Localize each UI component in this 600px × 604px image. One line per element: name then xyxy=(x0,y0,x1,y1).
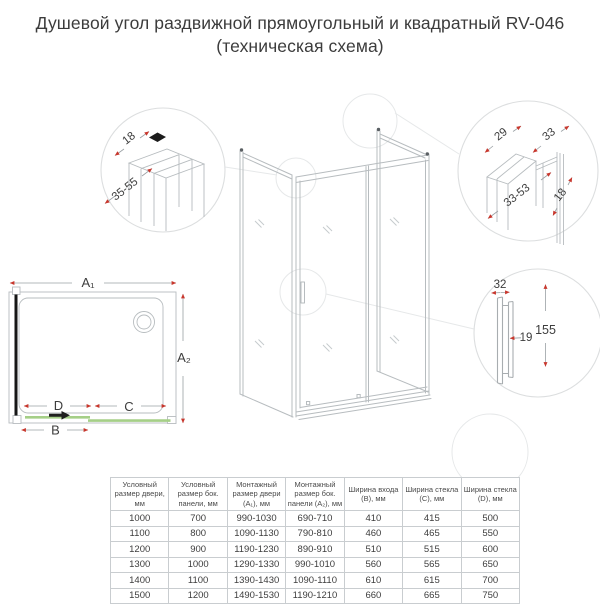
detail-right-dim-a: 29 xyxy=(492,125,510,144)
table-row xyxy=(111,557,520,573)
table-row xyxy=(111,588,520,604)
detail-handle-dim-gap: 19 xyxy=(519,332,533,344)
table-cell: 1200 xyxy=(111,542,169,558)
table-cell: 510 xyxy=(344,542,402,558)
detail-wall-profile-right xyxy=(485,126,572,245)
door-handle-3d xyxy=(301,282,305,303)
post-caps xyxy=(240,128,429,156)
callout-line-handle xyxy=(326,294,474,329)
table-cell: 1200 xyxy=(169,588,227,604)
table-cell: 610 xyxy=(344,573,402,589)
table-cell: 460 xyxy=(344,526,402,542)
door-divider xyxy=(366,166,369,402)
table-cell: 550 xyxy=(461,526,519,542)
bottom-sill xyxy=(296,387,431,420)
plan-dim-c-label: C xyxy=(124,399,134,414)
callout-circle-handle xyxy=(280,269,326,315)
table-cell: 790-810 xyxy=(286,526,344,542)
table-cell: 600 xyxy=(461,542,519,558)
table-cell: 1190-1230 xyxy=(227,542,285,558)
table-cell: 990-1030 xyxy=(227,511,285,527)
callout-line-left xyxy=(225,167,277,175)
plan-dim-a2-label: A₂ xyxy=(177,350,191,365)
table-cell: 1490-1530 xyxy=(227,588,285,604)
detail-handle-dim-width: 32 xyxy=(493,279,507,291)
handle-grip-bar xyxy=(509,302,514,378)
table-cell: 990-1010 xyxy=(286,557,344,573)
wall-bracket-black xyxy=(149,133,166,143)
column-header: Монтажный размер двери (A₁), мм xyxy=(227,478,285,511)
column-header: Монтажный размер бок. панели (A₂), мм xyxy=(286,478,344,511)
table-cell: 1000 xyxy=(169,557,227,573)
size-table-body xyxy=(111,511,520,604)
page-title-line1: Душевой угол раздвижной прямоугольный и квадратный RV-046 xyxy=(35,13,565,33)
drain-inner xyxy=(137,315,151,329)
table-row xyxy=(111,526,520,542)
table-cell: 415 xyxy=(403,511,461,527)
table-cell: 1000 xyxy=(111,511,169,527)
table-cell: 700 xyxy=(461,573,519,589)
table-cell: 1300 xyxy=(111,557,169,573)
column-header: Ширина стекла (D), мм xyxy=(461,478,519,511)
detail-left-dim-range: 35-55 xyxy=(109,175,141,204)
detail-left-dim-width: 18 xyxy=(120,129,138,148)
table-row xyxy=(111,542,520,558)
table-cell: 515 xyxy=(403,542,461,558)
table-cell: 890-910 xyxy=(286,542,344,558)
table-cell: 560 xyxy=(344,557,402,573)
plan-view xyxy=(9,275,191,438)
table-cell: 800 xyxy=(169,526,227,542)
table-cell: 410 xyxy=(344,511,402,527)
door-roller-left xyxy=(307,402,310,405)
table-cell: 615 xyxy=(403,573,461,589)
detail-handle xyxy=(492,279,556,384)
front-left-post xyxy=(292,175,300,417)
plan-dim-b-label: B xyxy=(51,422,60,438)
door-roller-right xyxy=(357,395,360,398)
detail-right-dim-c: 18 xyxy=(551,186,570,204)
table-cell: 1500 xyxy=(111,588,169,604)
table-cell: 1290-1330 xyxy=(227,557,285,573)
table-cell: 750 xyxy=(461,588,519,604)
size-table xyxy=(110,477,520,604)
callout-circle-right-joint xyxy=(343,94,397,148)
detail-wall-profile-left xyxy=(105,130,204,231)
table-cell: 1190-1210 xyxy=(286,588,344,604)
column-header: Ширина входа (B), мм xyxy=(344,478,402,511)
table-cell: 665 xyxy=(403,588,461,604)
right-side-panel-edges xyxy=(377,134,428,392)
table-cell: 1390-1430 xyxy=(227,573,285,589)
left-side-panel-edges xyxy=(240,153,293,417)
column-header: Условный размер двери, мм xyxy=(111,478,169,511)
door-tracks-plan xyxy=(25,417,171,420)
table-cell: 1100 xyxy=(169,573,227,589)
table-cell: 1090-1110 xyxy=(286,573,344,589)
detail-circle-wall-profile-right xyxy=(458,101,598,241)
page-title-line2: (техническая схема) xyxy=(216,36,384,56)
table-cell: 690-710 xyxy=(286,511,344,527)
table-cell: 660 xyxy=(344,588,402,604)
table-cell: 465 xyxy=(403,526,461,542)
table-cell: 650 xyxy=(461,557,519,573)
plan-dimension-lines xyxy=(10,283,183,430)
detail-handle-dim-height: 155 xyxy=(535,323,556,337)
plan-dim-d-label: D xyxy=(53,398,64,413)
handle-mount-bar xyxy=(498,297,503,384)
plan-outer-frame xyxy=(9,292,176,423)
size-table-head xyxy=(111,478,520,511)
handle-stubs xyxy=(503,306,509,374)
back-left-post xyxy=(240,151,243,396)
table-cell: 565 xyxy=(403,557,461,573)
detail-right-dim-b: 33 xyxy=(540,125,558,144)
plan-dim-a1-label: A₁ xyxy=(81,275,95,290)
column-header: Условный размер бок. панели, мм xyxy=(169,478,227,511)
front-right-post xyxy=(426,154,430,395)
callout-line-right xyxy=(395,113,459,154)
wall-profile-top-left xyxy=(13,287,21,295)
column-header: Ширина стекла (C), мм xyxy=(403,478,461,511)
detail-right-dim-range: 33-53 xyxy=(501,181,533,210)
table-cell: 500 xyxy=(461,511,519,527)
back-right-post xyxy=(377,130,380,372)
table-cell: 1100 xyxy=(111,526,169,542)
size-table-header-row xyxy=(111,478,520,511)
table-cell: 1090-1130 xyxy=(227,526,285,542)
table-cell: 1400 xyxy=(111,573,169,589)
table-row xyxy=(111,511,520,527)
wall-profile-bottom-left xyxy=(13,416,21,424)
table-row xyxy=(111,573,520,589)
table-cell: 700 xyxy=(169,511,227,527)
table-cell: 900 xyxy=(169,542,227,558)
